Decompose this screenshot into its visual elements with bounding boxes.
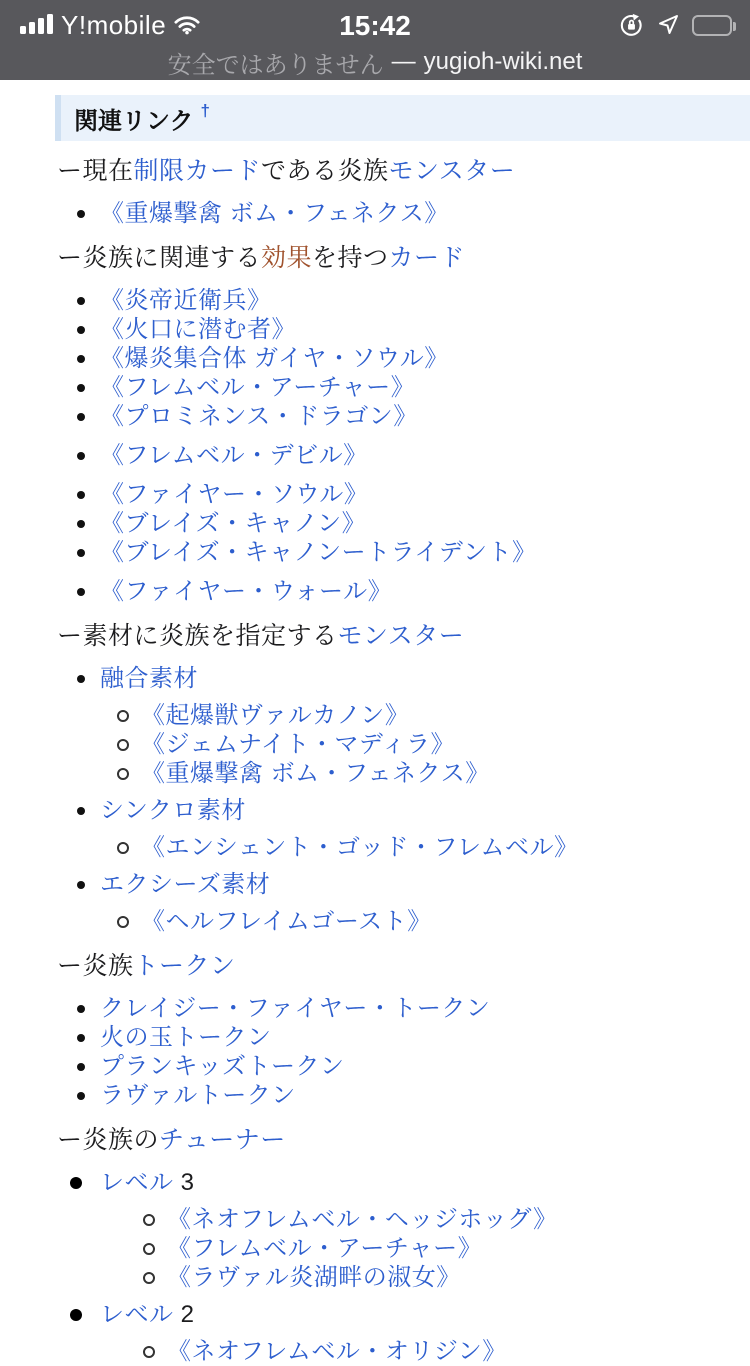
url-separator: — [391, 48, 416, 75]
wiki-link[interactable]: 《フレムベル・デビル》 [100, 442, 368, 469]
wiki-link[interactable]: 《ラヴァル炎湖畔の淑女》 [167, 1264, 461, 1291]
related-links-heading-label: 関連リンク [74, 107, 194, 135]
wiki-link[interactable]: 火の玉トークン [100, 1024, 272, 1051]
text-run: ー素材に炎族を指定する [57, 622, 338, 650]
list-item [57, 1300, 750, 1329]
wiki-link[interactable]: シンクロ素材 [100, 797, 246, 824]
wiki-link[interactable]: 《エンシェント・ゴッド・フレムベル》 [141, 834, 579, 861]
wiki-section [57, 620, 750, 936]
wiki-link[interactable]: 制限カード [133, 157, 262, 185]
wiki-link[interactable]: モンスター [337, 622, 465, 650]
list-item [57, 509, 750, 538]
list-item [57, 730, 750, 759]
wiki-link[interactable]: 《炎帝近衛兵》 [100, 287, 272, 314]
wiki-page-content [0, 80, 750, 1366]
list-item [57, 286, 750, 315]
section-title [57, 950, 750, 982]
status-clock: 15:42 [339, 10, 411, 41]
wiki-link[interactable]: 《起爆獣ヴァルカノン》 [141, 702, 410, 729]
location-arrow-icon [656, 13, 680, 37]
heading-anchor-link[interactable]: † [200, 101, 210, 120]
wiki-link[interactable]: トークン [133, 952, 236, 980]
list-item [57, 1263, 750, 1292]
text-run: ー現在 [57, 157, 134, 185]
section-title [57, 1124, 750, 1156]
section-list [57, 1168, 750, 1366]
section-title [57, 620, 750, 652]
list-item [57, 1168, 750, 1197]
list-item [57, 994, 750, 1023]
list-item [57, 907, 750, 936]
wiki-link[interactable]: 《ネオフレムベル・オリジン》 [167, 1338, 507, 1365]
wiki-link[interactable]: 《火口に潜む者》 [100, 316, 296, 343]
wiki-link[interactable]: 融合素材 [100, 665, 198, 692]
status-bar [0, 0, 750, 44]
list-item [57, 1081, 750, 1110]
wiki-link[interactable]: 《フレムベル・アーチャー》 [100, 374, 416, 401]
list-item [57, 538, 750, 567]
signal-bars-icon [20, 14, 53, 36]
section-list [57, 994, 750, 1110]
list-item [57, 796, 750, 825]
sections-container [57, 155, 750, 1366]
wiki-link[interactable]: 《爆炎集合体 ガイヤ・ソウル》 [100, 345, 449, 372]
section-list [57, 664, 750, 936]
text-run: を持つ [312, 244, 389, 272]
wiki-link[interactable]: 《ブレイズ・キャノン》 [100, 510, 367, 537]
list-item [57, 1234, 750, 1263]
list-item [57, 199, 750, 228]
wiki-link[interactable]: レベル [100, 1301, 174, 1328]
status-left-cluster [20, 10, 200, 41]
text-run: である炎族 [261, 157, 389, 185]
wiki-section [57, 155, 750, 228]
text-run: ー炎族の [57, 1126, 160, 1154]
wiki-link[interactable]: 《重爆撃禽 ボム・フェネクス》 [141, 760, 490, 787]
not-secure-label: 安全ではありません [167, 51, 384, 79]
section-title [57, 242, 750, 274]
status-right-cluster [619, 13, 732, 38]
list-item [57, 870, 750, 899]
list-item [57, 833, 750, 862]
text-run: 2 [173, 1301, 195, 1328]
related-links-heading [55, 95, 750, 141]
list-item [57, 315, 750, 344]
safari-top-bar [0, 0, 750, 80]
wiki-link[interactable]: 《ジェムナイト・マディラ》 [141, 731, 455, 758]
carrier-label: Y!mobile [61, 9, 167, 40]
wiki-link[interactable]: カード [388, 244, 466, 272]
battery-icon [692, 15, 732, 36]
text-run: 3 [173, 1169, 195, 1196]
list-item [57, 759, 750, 788]
wiki-link[interactable]: 《ヘルフレイムゴースト》 [141, 908, 432, 935]
list-item [57, 1337, 750, 1366]
section-list [57, 286, 750, 606]
list-item [57, 441, 750, 470]
url-bar[interactable] [0, 44, 750, 80]
wiki-link[interactable]: レベル [100, 1169, 174, 1196]
url-domain: yugioh-wiki.net [423, 48, 583, 75]
wiki-link[interactable]: 《プロミネンス・ドラゴン》 [100, 403, 418, 430]
wiki-link[interactable]: プランキッズトークン [100, 1053, 345, 1080]
wiki-link[interactable]: チューナー [159, 1126, 286, 1154]
list-item [57, 701, 750, 730]
wiki-link[interactable]: 《重爆撃禽 ボム・フェネクス》 [100, 200, 449, 227]
section-title [57, 155, 750, 187]
section-list [57, 199, 750, 228]
list-item [57, 664, 750, 693]
list-item [57, 1052, 750, 1081]
wiki-link[interactable]: モンスター [388, 157, 516, 185]
text-run: ー炎族 [57, 952, 134, 980]
wiki-link[interactable]: 《ネオフレムベル・ヘッジホッグ》 [167, 1206, 558, 1233]
list-item [57, 577, 750, 606]
wiki-link[interactable]: 《ファイヤー・ソウル》 [100, 481, 369, 508]
wiki-link[interactable]: 《ブレイズ・キャノンートライデント》 [100, 539, 537, 566]
wiki-section [57, 950, 750, 1110]
list-item [57, 480, 750, 509]
list-item [57, 1205, 750, 1234]
wiki-link[interactable]: クレイジー・ファイヤー・トークン [100, 995, 491, 1022]
list-item [57, 344, 750, 373]
wiki-link[interactable]: ラヴァルトークン [100, 1082, 296, 1109]
wiki-section [57, 242, 750, 606]
wiki-link[interactable]: 《フレムベル・アーチャー》 [167, 1235, 483, 1262]
wiki-link[interactable]: 効果 [261, 244, 313, 272]
text-run: ー炎族に関連する [57, 244, 262, 272]
wiki-link[interactable]: エクシーズ素材 [100, 871, 271, 898]
wiki-link[interactable]: 《ファイヤー・ウォール》 [100, 578, 393, 605]
wifi-icon [174, 15, 200, 35]
list-item [57, 373, 750, 402]
list-item [57, 1023, 750, 1052]
list-item [57, 402, 750, 431]
orientation-lock-icon [619, 13, 644, 38]
wiki-section [57, 1124, 750, 1366]
